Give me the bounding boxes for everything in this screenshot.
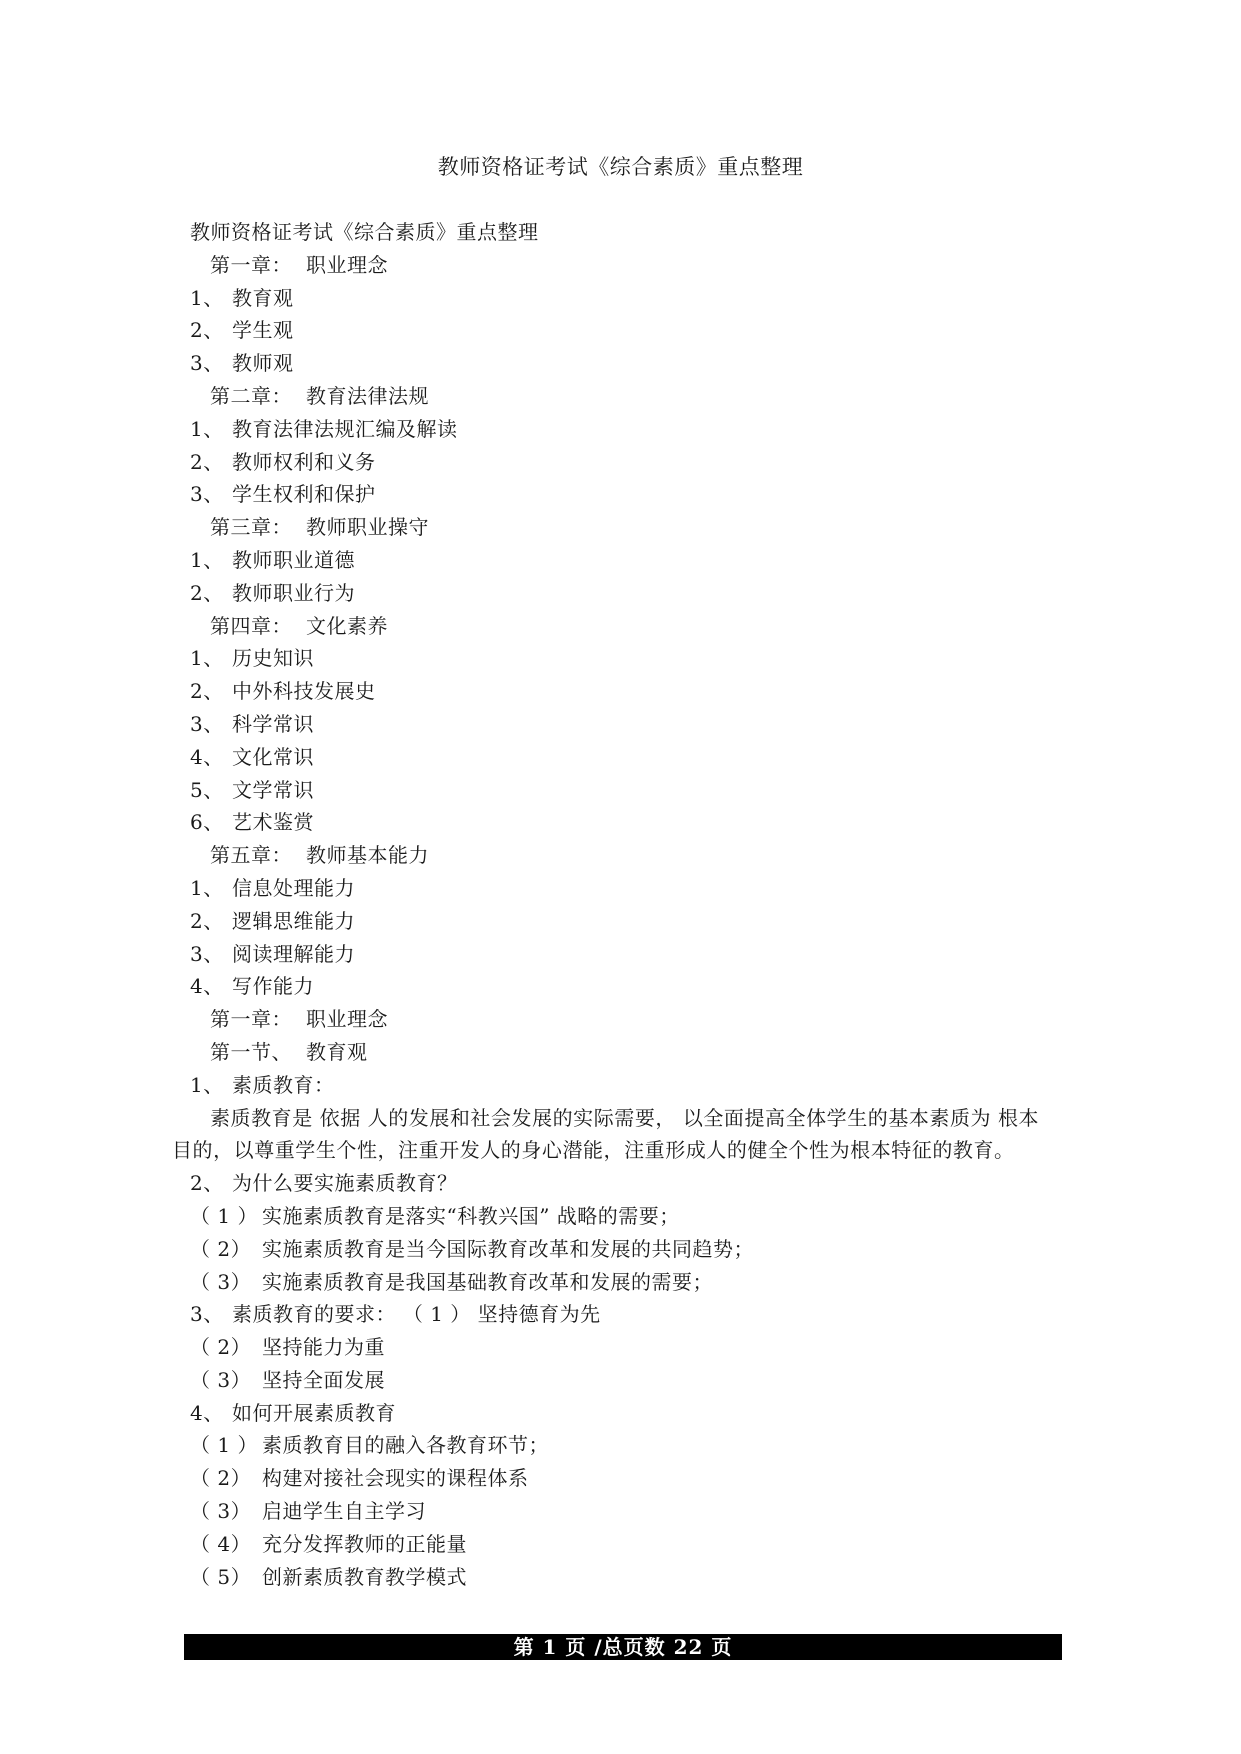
list-item: 6、 艺术鉴赏	[190, 810, 314, 835]
page-title: 教师资格证考试《综合素质》重点整理	[437, 155, 804, 179]
sub-item: （ 2） 坚持能力为重	[190, 1335, 385, 1360]
list-item: 2、 为什么要实施素质教育？	[190, 1171, 458, 1196]
list-item: 4、 如何开展素质教育	[190, 1400, 396, 1425]
list-item: 1、 教育法律法规汇编及解读	[190, 416, 458, 441]
chapter-heading: 第四章： 文化素养	[210, 613, 388, 638]
chapter-heading: 第一章： 职业理念	[210, 252, 388, 277]
chapter-heading: 第一章： 职业理念	[210, 1007, 388, 1032]
list-item: 3、 学生权利和保护	[190, 482, 376, 507]
list-item: 4、 写作能力	[190, 974, 314, 999]
list-item: 1、 教育观	[190, 285, 294, 310]
sub-item: （ 1 ） 素质教育目的融入各教育环节；	[190, 1433, 549, 1458]
list-item: 5、 文学常识	[190, 777, 314, 802]
paragraph-line: 素质教育是 依据 人的发展和社会发展的实际需要， 以全面提高全体学生的基本素质为 根本	[210, 1105, 1040, 1130]
sub-item: （ 2） 构建对接社会现实的课程体系	[190, 1466, 529, 1491]
list-item: 3、 素质教育的要求： （ 1 ） 坚持德育为先	[190, 1302, 601, 1327]
page-footer: 第 1 页 /总页数 22 页	[184, 1634, 1062, 1660]
chapter-heading: 第二章： 教育法律法规	[210, 383, 429, 408]
section-heading: 第一节、 教育观	[210, 1039, 368, 1064]
list-item: 2、 中外科技发展史	[190, 679, 376, 704]
list-item: 1、 历史知识	[190, 646, 314, 671]
list-item: 1、 素质教育：	[190, 1072, 335, 1097]
list-item: 3、 科学常识	[190, 711, 314, 736]
sub-item: （ 4） 充分发挥教师的正能量	[190, 1531, 467, 1556]
list-item: 2、 教师权利和义务	[190, 449, 376, 474]
list-item: 2、 逻辑思维能力	[190, 908, 355, 933]
paragraph-line: 目的，以尊重学生个性，注重开发人的身心潜能，注重形成人的健全个性为根本特征的教育。	[172, 1138, 1015, 1163]
sub-item: （ 3） 实施素质教育是我国基础教育改革和发展的需要；	[190, 1269, 713, 1294]
document-body	[172, 216, 1070, 1593]
list-item: 2、 学生观	[190, 318, 294, 343]
sub-item: （ 1 ） 实施素质教育是落实“科教兴国” 战略的需要；	[190, 1203, 680, 1228]
chapter-heading: 第三章： 教师职业操守	[210, 515, 429, 540]
sub-item: （ 5） 创新素质教育教学模式	[190, 1564, 467, 1589]
list-item: 3、 阅读理解能力	[190, 941, 355, 966]
document-heading: 教师资格证考试《综合素质》重点整理	[190, 220, 539, 244]
chapter-heading: 第五章： 教师基本能力	[210, 843, 429, 868]
list-item: 1、 教师职业道德	[190, 547, 355, 572]
sub-item: （ 2） 实施素质教育是当今国际教育改革和发展的共同趋势；	[190, 1236, 754, 1261]
list-item: 4、 文化常识	[190, 744, 314, 769]
list-item: 1、 信息处理能力	[190, 875, 355, 900]
list-item: 2、 教师职业行为	[190, 580, 355, 605]
sub-item: （ 3） 坚持全面发展	[190, 1367, 385, 1392]
sub-item: （ 3） 启迪学生自主学习	[190, 1499, 426, 1524]
list-item: 3、 教师观	[190, 351, 294, 376]
